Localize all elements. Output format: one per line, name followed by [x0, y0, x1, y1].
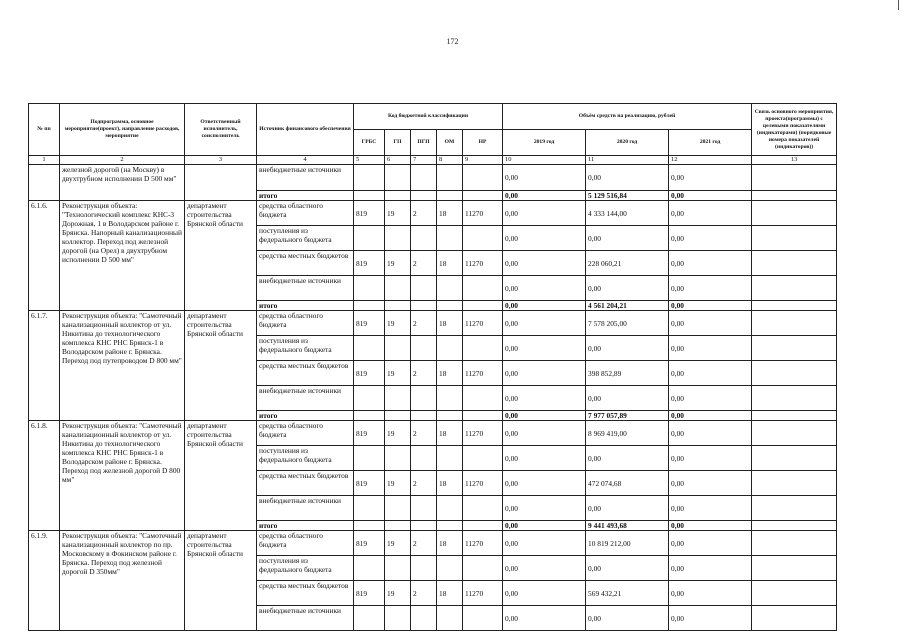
source-cell: итого	[257, 521, 354, 531]
source-cell: внебюджетные источники	[257, 606, 354, 631]
col-link-header: Связь основного мероприятия, проекта(программы) с целевыми показателями (индикаторами) (порядковые номера показателей (индикаторов))	[752, 104, 837, 156]
code-pgp-cell	[411, 446, 437, 471]
code-om-cell	[437, 446, 463, 471]
amount-2021-cell: 0,00	[669, 386, 752, 411]
row-number-cell: 6.1.7.	[29, 311, 60, 421]
column-number: 9	[463, 156, 503, 165]
code-gp-cell	[385, 556, 411, 581]
amount-2020-cell: 0,00	[586, 606, 669, 631]
source-cell: средства местных бюджетов	[257, 471, 354, 496]
year-col-2021: 2021 год	[669, 130, 752, 156]
table-body	[29, 165, 837, 631]
code-grbs-cell: 819	[354, 581, 385, 606]
page-number: 172	[446, 37, 459, 46]
column-number: 2	[60, 156, 185, 165]
code-gp-cell	[385, 191, 411, 201]
code-pgp-cell: 2	[411, 471, 437, 496]
code-col-nr: НР	[463, 130, 503, 156]
source-cell: итого	[257, 411, 354, 421]
indicator-link-cell	[752, 446, 837, 471]
code-om-cell	[437, 226, 463, 251]
column-number: 6	[385, 156, 411, 165]
amount-2019-cell: 0,00	[503, 496, 586, 521]
amount-2019-cell: 0,00	[503, 471, 586, 496]
code-gp-cell: 19	[385, 361, 411, 386]
column-number: 7	[411, 156, 437, 165]
amount-2021-cell: 0,00	[669, 201, 752, 226]
amount-2020-cell: 0,00	[586, 165, 669, 191]
source-cell: средства областного бюджета	[257, 311, 354, 336]
code-grbs-cell	[354, 226, 385, 251]
source-cell: внебюджетные источники	[257, 276, 354, 301]
col-num-header: № пп	[29, 104, 60, 156]
code-pgp-cell	[411, 386, 437, 411]
code-grbs-cell: 819	[354, 471, 385, 496]
table-row	[29, 165, 837, 191]
amount-2021-cell: 0,00	[669, 471, 752, 496]
code-pgp-cell	[411, 606, 437, 631]
code-gp-cell: 19	[385, 581, 411, 606]
amount-2019-cell: 0,00	[503, 446, 586, 471]
amount-2021-cell: 0,00	[669, 191, 752, 201]
amount-2021-cell: 0,00	[669, 226, 752, 251]
indicator-link-cell	[752, 471, 837, 496]
column-number: 12	[669, 156, 752, 165]
program-description-cell: Реконструкция объекта: "Технологический комплекс КНС-3 Дорожная, 1 в Володарском районе г. Брянска. Напорный канализационный коллектор. Переход под железной дорогой (на Орел) в двухтрубном исполнении D 500 мм"	[60, 201, 185, 311]
code-nr-cell	[463, 276, 503, 301]
indicator-link-cell	[752, 165, 837, 191]
code-nr-cell: 11270	[463, 361, 503, 386]
amount-2019-cell: 0,00	[503, 311, 586, 336]
amount-2019-cell: 0,00	[503, 531, 586, 556]
code-pgp-cell: 2	[411, 581, 437, 606]
amount-2019-cell: 0,00	[503, 301, 586, 311]
indicator-link-cell	[752, 226, 837, 251]
indicator-link-cell	[752, 336, 837, 361]
amount-2021-cell: 0,00	[669, 276, 752, 301]
edge-mark	[898, 0, 899, 10]
amount-2020-cell: 472 074,68	[586, 471, 669, 496]
code-om-cell	[437, 496, 463, 521]
source-cell: поступления из федерального бюджета	[257, 336, 354, 361]
code-om-cell	[437, 521, 463, 531]
code-grbs-cell	[354, 446, 385, 471]
code-om-cell: 18	[437, 421, 463, 446]
header-row-top	[29, 104, 837, 130]
indicator-link-cell	[752, 191, 837, 201]
code-om-cell: 18	[437, 471, 463, 496]
amount-2019-cell: 0,00	[503, 361, 586, 386]
code-nr-cell	[463, 165, 503, 191]
code-om-cell	[437, 336, 463, 361]
source-cell: поступления из федерального бюджета	[257, 446, 354, 471]
code-gp-cell: 19	[385, 311, 411, 336]
column-number: 5	[354, 156, 385, 165]
code-nr-cell	[463, 191, 503, 201]
code-pgp-cell: 2	[411, 361, 437, 386]
code-grbs-cell	[354, 276, 385, 301]
indicator-link-cell	[752, 201, 837, 226]
amount-2020-cell: 10 819 212,00	[586, 531, 669, 556]
indicator-link-cell	[752, 386, 837, 411]
amount-2019-cell: 0,00	[503, 606, 586, 631]
code-nr-cell	[463, 496, 503, 521]
code-om-cell: 18	[437, 201, 463, 226]
code-om-cell	[437, 301, 463, 311]
code-om-cell	[437, 191, 463, 201]
amount-2020-cell: 7 578 205,00	[586, 311, 669, 336]
code-grbs-cell	[354, 165, 385, 191]
code-pgp-cell: 2	[411, 531, 437, 556]
responsible-cell: департамент строительства Брянской области	[185, 311, 257, 421]
code-gp-cell	[385, 301, 411, 311]
amount-2020-cell: 7 977 057,89	[586, 411, 669, 421]
year-col-2020: 2020 год	[586, 130, 669, 156]
code-gp-cell	[385, 226, 411, 251]
indicator-link-cell	[752, 556, 837, 581]
code-pgp-cell	[411, 336, 437, 361]
amount-2020-cell: 8 969 419,00	[586, 421, 669, 446]
code-nr-cell	[463, 411, 503, 421]
code-nr-cell: 11270	[463, 531, 503, 556]
source-cell: внебюджетные источники	[257, 496, 354, 521]
code-nr-cell: 11270	[463, 251, 503, 276]
amount-2020-cell: 9 441 493,68	[586, 521, 669, 531]
code-col-om: ОМ	[437, 130, 463, 156]
code-gp-cell	[385, 606, 411, 631]
code-gp-cell	[385, 165, 411, 191]
code-om-cell: 18	[437, 251, 463, 276]
table-row	[29, 531, 837, 556]
source-cell: поступления из федерального бюджета	[257, 556, 354, 581]
source-cell: итого	[257, 301, 354, 311]
amount-2020-cell: 0,00	[586, 386, 669, 411]
code-om-cell: 18	[437, 581, 463, 606]
source-cell: средства областного бюджета	[257, 421, 354, 446]
code-grbs-cell: 819	[354, 421, 385, 446]
code-gp-cell	[385, 276, 411, 301]
amount-2019-cell: 0,00	[503, 386, 586, 411]
code-pgp-cell: 2	[411, 201, 437, 226]
amount-2020-cell: 5 129 516,84	[586, 191, 669, 201]
code-pgp-cell	[411, 496, 437, 521]
row-number-cell	[29, 165, 60, 201]
amount-2021-cell: 0,00	[669, 361, 752, 386]
amount-2019-cell: 0,00	[503, 226, 586, 251]
code-om-cell	[437, 386, 463, 411]
code-pgp-cell: 2	[411, 421, 437, 446]
code-grbs-cell: 819	[354, 361, 385, 386]
code-pgp-cell	[411, 226, 437, 251]
indicator-link-cell	[752, 581, 837, 606]
code-om-cell	[437, 606, 463, 631]
code-pgp-cell	[411, 165, 437, 191]
col-program-header: Подпрограмма, основное мероприятие(проект), направление расходов, мероприятие	[60, 104, 185, 156]
amount-2021-cell: 0,00	[669, 556, 752, 581]
source-cell: внебюджетные источники	[257, 386, 354, 411]
code-pgp-cell	[411, 411, 437, 421]
code-pgp-cell	[411, 521, 437, 531]
amount-2021-cell: 0,00	[669, 531, 752, 556]
source-cell: внебюджетные источники	[257, 165, 354, 191]
indicator-link-cell	[752, 521, 837, 531]
responsible-cell	[185, 165, 257, 201]
table-row	[29, 311, 837, 336]
table-row	[29, 421, 837, 446]
indicator-link-cell	[752, 301, 837, 311]
code-om-cell	[437, 276, 463, 301]
col-source-header: Источник финансового обеспечения	[257, 104, 354, 156]
code-gp-cell: 19	[385, 421, 411, 446]
amount-2021-cell: 0,00	[669, 496, 752, 521]
code-col-grbs: ГРБС	[354, 130, 385, 156]
amount-2020-cell: 0,00	[586, 446, 669, 471]
indicator-link-cell	[752, 606, 837, 631]
code-grbs-cell: 819	[354, 201, 385, 226]
code-grbs-cell: 819	[354, 531, 385, 556]
program-description-cell: Реконструкция объекта: "Самотечный канализационный коллектор от ул. Никитина до технологического комплекса КНС РНС Брянск-1 в Володарском районе г. Брянска. Переход под путепроводом D 800 мм"	[60, 311, 185, 421]
indicator-link-cell	[752, 421, 837, 446]
code-om-cell: 18	[437, 361, 463, 386]
amount-2020-cell: 0,00	[586, 276, 669, 301]
code-gp-cell	[385, 446, 411, 471]
amount-2019-cell: 0,00	[503, 336, 586, 361]
indicator-link-cell	[752, 531, 837, 556]
program-description-cell: Реконструкция объекта: "Самотечный канализационный коллектор от ул. Никитина до технологического комплекса КНС РНС Брянск-1 в Володарском районе г. Брянска. Переход под железной дорогой D 800 мм"	[60, 421, 185, 531]
source-cell: итого	[257, 191, 354, 201]
code-gp-cell	[385, 521, 411, 531]
responsible-cell: департамент строительства Брянской области	[185, 531, 257, 631]
code-pgp-cell	[411, 191, 437, 201]
code-gp-cell	[385, 386, 411, 411]
code-gp-cell: 19	[385, 471, 411, 496]
amount-2019-cell: 0,00	[503, 421, 586, 446]
code-pgp-cell	[411, 301, 437, 311]
code-om-cell: 18	[437, 311, 463, 336]
column-number: 13	[752, 156, 837, 165]
code-nr-cell	[463, 521, 503, 531]
amount-2019-cell: 0,00	[503, 191, 586, 201]
amount-2020-cell: 0,00	[586, 226, 669, 251]
code-col-gp: ГП	[385, 130, 411, 156]
code-col-pgp: ПГП	[411, 130, 437, 156]
indicator-link-cell	[752, 276, 837, 301]
source-cell: средства местных бюджетов	[257, 251, 354, 276]
amount-2021-cell: 0,00	[669, 421, 752, 446]
code-grbs-cell	[354, 386, 385, 411]
code-nr-cell	[463, 556, 503, 581]
amount-2020-cell: 569 432,21	[586, 581, 669, 606]
code-gp-cell: 19	[385, 201, 411, 226]
source-cell: средства местных бюджетов	[257, 581, 354, 606]
code-gp-cell	[385, 496, 411, 521]
amount-2021-cell: 0,00	[669, 301, 752, 311]
row-number-cell: 6.1.9.	[29, 531, 60, 631]
amount-2021-cell: 0,00	[669, 336, 752, 361]
code-grbs-cell	[354, 606, 385, 631]
amount-2019-cell: 0,00	[503, 251, 586, 276]
column-number-row	[29, 156, 837, 165]
amount-2019-cell: 0,00	[503, 276, 586, 301]
code-gp-cell	[385, 411, 411, 421]
code-pgp-cell: 2	[411, 251, 437, 276]
code-nr-cell: 11270	[463, 581, 503, 606]
amount-2019-cell: 0,00	[503, 556, 586, 581]
column-number: 10	[503, 156, 586, 165]
amount-2019-cell: 0,00	[503, 165, 586, 191]
code-grbs-cell	[354, 336, 385, 361]
code-gp-cell: 19	[385, 531, 411, 556]
amount-2019-cell: 0,00	[503, 521, 586, 531]
source-cell: средства местных бюджетов	[257, 361, 354, 386]
code-nr-cell	[463, 606, 503, 631]
amount-2021-cell: 0,00	[669, 411, 752, 421]
code-om-cell	[437, 165, 463, 191]
code-nr-cell	[463, 226, 503, 251]
amount-2020-cell: 4 561 204,21	[586, 301, 669, 311]
source-cell: поступления из федерального бюджета	[257, 226, 354, 251]
code-om-cell	[437, 556, 463, 581]
amount-2021-cell: 0,00	[669, 581, 752, 606]
source-cell: средства областного бюджета	[257, 201, 354, 226]
amount-2021-cell: 0,00	[669, 606, 752, 631]
indicator-link-cell	[752, 496, 837, 521]
code-grbs-cell	[354, 301, 385, 311]
code-grbs-cell: 819	[354, 251, 385, 276]
code-om-cell: 18	[437, 531, 463, 556]
amount-2020-cell: 398 852,89	[586, 361, 669, 386]
responsible-cell: департамент строительства Брянской области	[185, 421, 257, 531]
code-nr-cell	[463, 301, 503, 311]
amount-2020-cell: 0,00	[586, 556, 669, 581]
amount-2020-cell: 4 333 144,00	[586, 201, 669, 226]
indicator-link-cell	[752, 251, 837, 276]
program-description-cell: железной дорогой (на Москву) в двухтрубном исполнении D 500 мм"	[60, 165, 185, 201]
code-pgp-cell	[411, 276, 437, 301]
code-nr-cell: 11270	[463, 471, 503, 496]
column-number: 3	[185, 156, 257, 165]
code-nr-cell	[463, 336, 503, 361]
code-grbs-cell	[354, 496, 385, 521]
code-grbs-cell	[354, 556, 385, 581]
code-grbs-cell	[354, 191, 385, 201]
amount-2019-cell: 0,00	[503, 201, 586, 226]
amount-2019-cell: 0,00	[503, 581, 586, 606]
column-number: 4	[257, 156, 354, 165]
amount-2021-cell: 0,00	[669, 251, 752, 276]
code-pgp-cell	[411, 556, 437, 581]
amount-2020-cell: 0,00	[586, 496, 669, 521]
code-om-cell	[437, 411, 463, 421]
code-grbs-cell	[354, 521, 385, 531]
year-col-2019: 2019 год	[503, 130, 586, 156]
code-nr-cell: 11270	[463, 201, 503, 226]
amount-2021-cell: 0,00	[669, 311, 752, 336]
row-number-cell: 6.1.6.	[29, 201, 60, 311]
amount-2020-cell: 0,00	[586, 336, 669, 361]
amount-2021-cell: 0,00	[669, 446, 752, 471]
budget-table	[28, 103, 837, 631]
volume-group-header: Объём средств на реализацию, рублей	[503, 104, 752, 130]
column-number: 11	[586, 156, 669, 165]
row-number-cell: 6.1.8.	[29, 421, 60, 531]
indicator-link-cell	[752, 311, 837, 336]
col-responsible-header: Ответственный исполнитель, соисполнитель	[185, 104, 257, 156]
responsible-cell: департамент строительства Брянской области	[185, 201, 257, 311]
budget-code-group-header: Код бюджетной классификации	[354, 104, 503, 130]
indicator-link-cell	[752, 411, 837, 421]
code-grbs-cell	[354, 411, 385, 421]
column-number: 1	[29, 156, 60, 165]
code-nr-cell	[463, 386, 503, 411]
amount-2019-cell: 0,00	[503, 411, 586, 421]
indicator-link-cell	[752, 361, 837, 386]
code-nr-cell	[463, 446, 503, 471]
code-grbs-cell: 819	[354, 311, 385, 336]
amount-2021-cell: 0,00	[669, 521, 752, 531]
program-description-cell: Реконструкция объекта: "Самотечный канализационный коллектор по пр. Московскому в Фокинском районе г. Брянска. Переход под железной дорогой D 350мм"	[60, 531, 185, 631]
code-nr-cell: 11270	[463, 311, 503, 336]
code-pgp-cell: 2	[411, 311, 437, 336]
code-gp-cell	[385, 336, 411, 361]
code-nr-cell: 11270	[463, 421, 503, 446]
code-gp-cell: 19	[385, 251, 411, 276]
amount-2021-cell: 0,00	[669, 165, 752, 191]
column-number: 8	[437, 156, 463, 165]
table-row	[29, 201, 837, 226]
amount-2020-cell: 228 060,21	[586, 251, 669, 276]
source-cell: средства областного бюджета	[257, 531, 354, 556]
